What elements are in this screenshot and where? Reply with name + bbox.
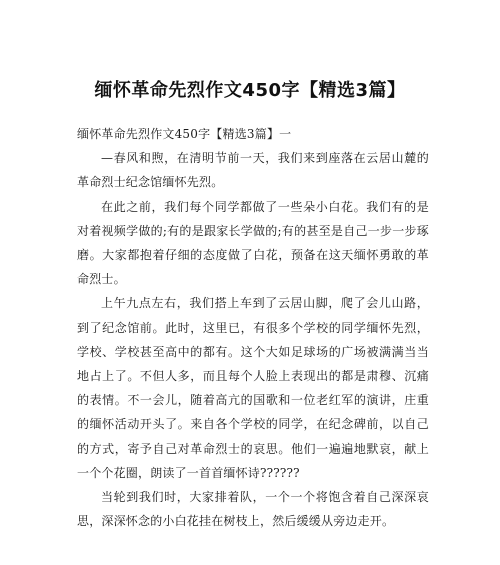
document-subtitle: 缅怀革命先烈作文450字【精选3篇】一 bbox=[77, 127, 292, 141]
paragraph: —春风和煦，在清明节前一天，我们来到座落在云居山麓的革命烈士纪念馆缅怀先烈。 bbox=[77, 151, 429, 190]
paragraph: 当轮到我们时，大家排着队，一个一个将饱含着自己深深哀思，深深怀念的小白花挂在树枝上，然后缓缓从旁边走开。 bbox=[77, 490, 429, 529]
paragraph: 在此之前，我们每个同学都做了一些朵小白花。我们有的是对着视频学做的;有的是跟家长学做的;有的甚至是自己一步一步琢磨。大家都抱着仔细的态度做了白花，预备在这天缅怀勇敢的革命烈士。 bbox=[77, 199, 429, 287]
paragraph: 上午九点左右，我们搭上车到了云居山脚，爬了会儿山路，到了纪念馆前。此时，这里已，有很多个学校的同学缅怀先烈，学校、学校甚至高中的都有。这个大如足球场的广场被满满当当地占上了。不但人多，而且每个人脸上表现出的都是肃穆、沉痛的表情。不一会儿，随着高亢的国歌和一位老红军的演讲，庄重的缅怀活动开头了。来自各个学校的同学，在纪念碑前，以自己的方式，寄予自己对革命烈士的哀思。他们一遍遍地默哀，献上一个个花圈，朗读了一首首缅怀诗?????? bbox=[77, 296, 429, 480]
document-body bbox=[77, 122, 429, 533]
document-title: 缅怀革命先烈作文450字【精选3篇】 bbox=[94, 80, 406, 101]
